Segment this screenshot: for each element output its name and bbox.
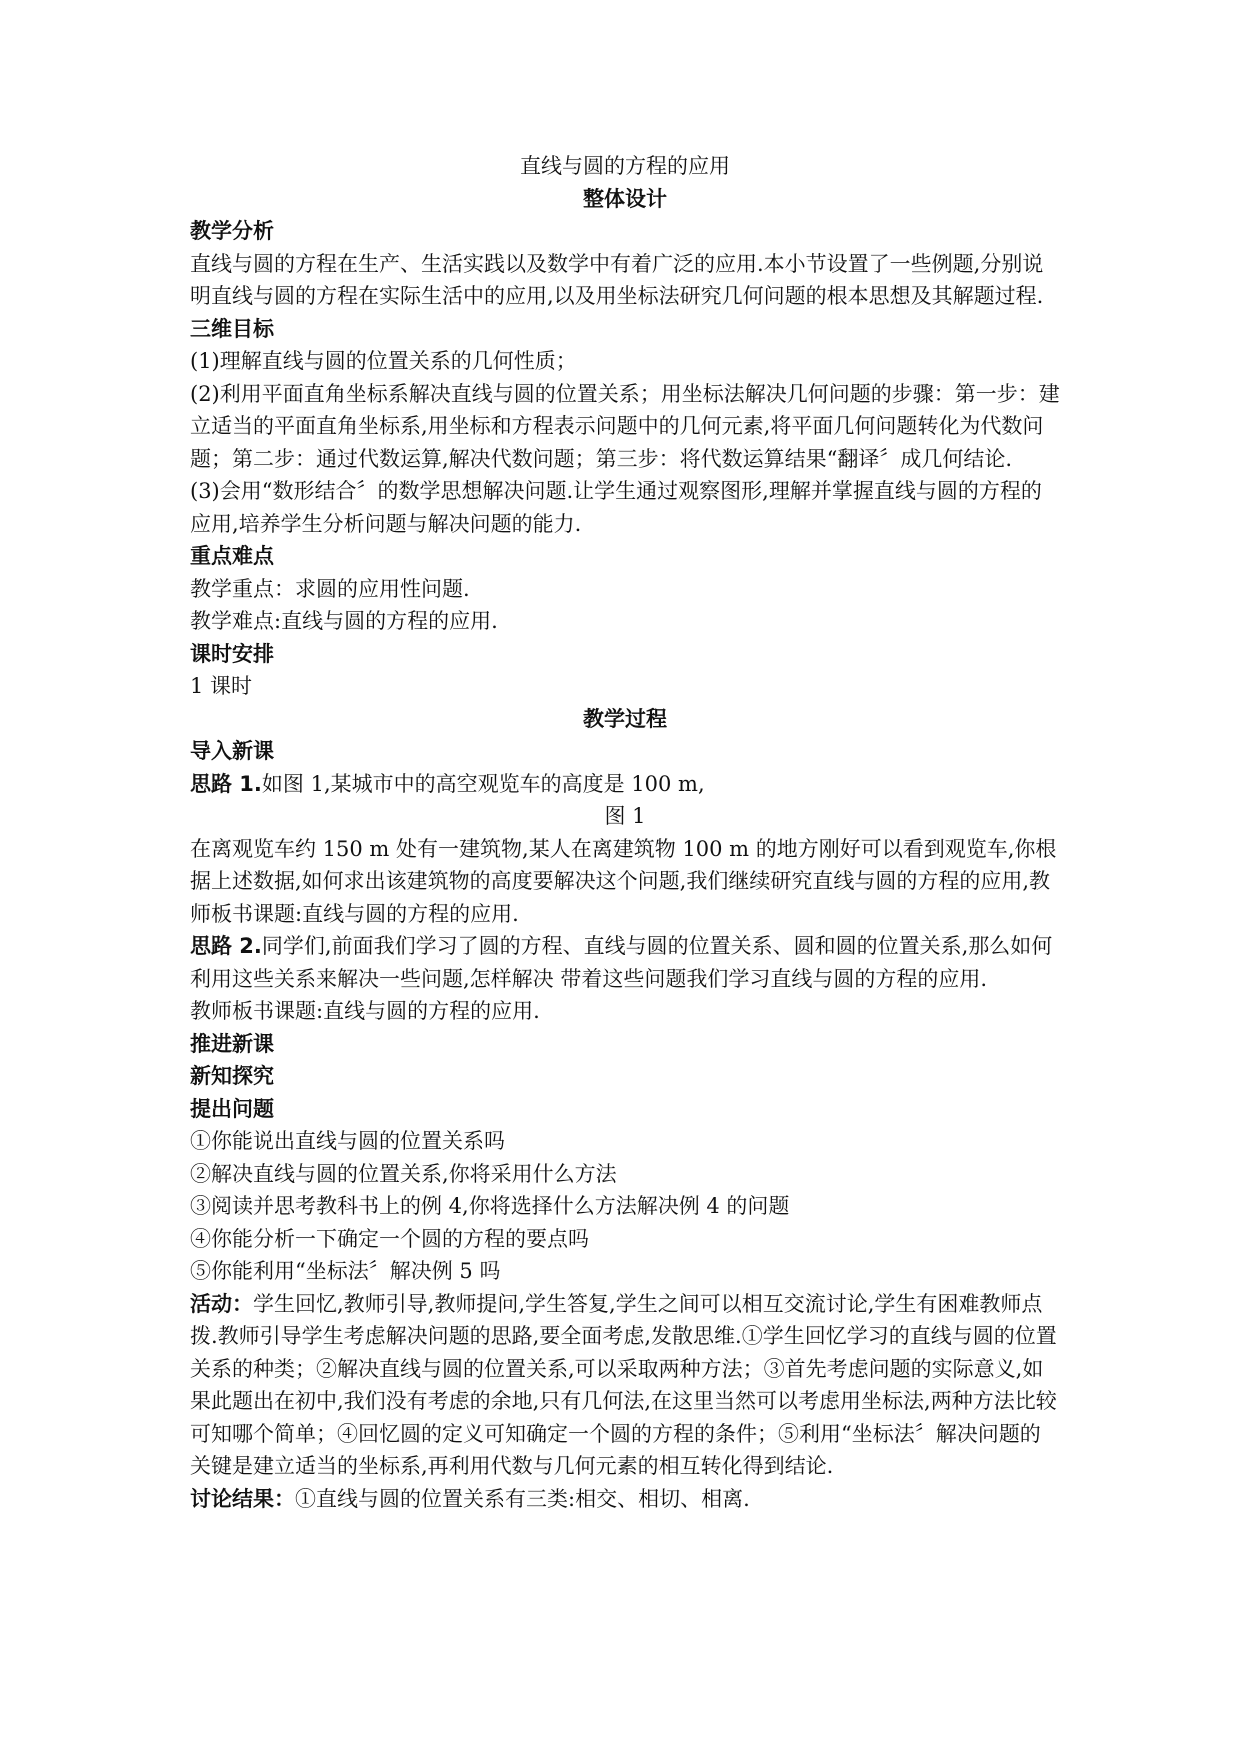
paragraph-analysis: 直线与圆的方程在生产、生活实践以及数学中有着广泛的应用.本小节设置了一些例题,分别说明直线与圆的方程在实际生活中的应用,以及用坐标法研究几何问题的根本思想及其解题过程. [190,251,1044,308]
result-label: 讨论结果： [190,1486,295,1511]
document-title: 直线与圆的方程的应用 [520,154,730,178]
activity-label: 活动： [190,1291,253,1316]
paragraph-activity [190,1288,1060,1483]
paragraph-key-2: 教学难点:直线与圆的方程的应用. [190,609,498,633]
question-5: ⑤你能利用“坐标法〞解决例 5 吗 [190,1259,501,1283]
paragraph-result [190,1483,1060,1516]
heading-explore: 新知探究 [190,1064,274,1088]
paragraph-goal-3: (3)会用“数形结合〞的数学思想解决问题.让学生通过观察图形,理解并掌握直线与圆的方程的应用,培养学生分析问题与解决问题的能力. [190,479,1042,536]
result-text: ①直线与圆的位置关系有三类:相交、相切、相离. [295,1486,750,1511]
paragraph-schedule: 1 课时 [190,674,253,698]
paragraph-goal-2: (2)利用平面直角坐标系解决直线与圆的位置关系；用坐标法解决几何问题的步骤：第一步：建立适当的平面直角坐标系,用坐标和方程表示问题中的几何元素,将平面几何问题转化为代数问题；第二步：通过代数运算,解决代数问题；第三步：将代数运算结果“翻译〞成几何结论. [190,381,1060,471]
paragraph-key-1: 教学重点：求圆的应用性问题. [190,576,470,601]
heading-goals: 三维目标 [190,316,274,341]
paragraph-idea-2 [190,930,1060,995]
heading-questions: 提出问题 [190,1096,274,1121]
question-3: ③阅读并思考教科书上的例 4,你将选择什么方法解决例 4 的问题 [190,1194,790,1218]
paragraph-idea-1 [190,768,1060,801]
idea-1-label: 思路 1. [190,771,262,796]
heading-intro: 导入新课 [190,739,274,763]
section-heading-overall: 整体设计 [583,186,667,211]
activity-text: 学生回忆,教师引导,教师提问,学生答复,学生之间可以相互交流讨论,学生有困难教师点拨.教师引导学生考虑解决问题的思路,要全面考虑,发散思维.①学生回忆学习的直线与圆的位置关系的种类；②解决直线与圆的位置关系,可以采取两种方法；③首先考虑问题的实际意义,如果此题出在初中,我们没有考虑的余地,只有几何法,在这里当然可以考虑用坐标法,两种方法比较可知哪个简单；④回忆圆的定义可知确定一个圆的方程的条件；⑤利用“坐标法〞解决问题的关键是建立适当的坐标系,再利用代数与几何元素的相互转化得到结论. [190,1291,1057,1478]
heading-schedule: 课时安排 [190,641,274,666]
idea-1-text: 如图 1,某城市中的高空观览车的高度是 100 m, [261,771,705,796]
heading-analysis: 教学分析 [190,219,274,243]
idea-2-text: 同学们,前面我们学习了圆的方程、直线与圆的位置关系、圆和圆的位置关系,那么如何利用这些关系来解决一些问题,怎样解决 带着这些问题我们学习直线与圆的方程的应用. [190,934,1053,991]
paragraph-idea-1-continued: 在离观览车约 150 m 处有一建筑物,某人在离建筑物 100 m 的地方刚好可以看到观览车,你根据上述数据,如何求出该建筑物的高度要解决这个问题,我们继续研究直线与圆的方程的应用,教师板书课题:直线与圆的方程的应用. [190,836,1057,926]
paragraph-idea-2-continued: 教师板书课题:直线与圆的方程的应用. [190,999,540,1023]
figure-caption: 图 1 [604,804,646,828]
question-1: ①你能说出直线与圆的位置关系吗 [190,1129,505,1153]
heading-key-points: 重点难点 [190,544,274,568]
idea-2-label: 思路 2. [190,934,262,958]
heading-advance: 推进新课 [190,1031,274,1056]
section-heading-process: 教学过程 [583,706,667,731]
question-4: ④你能分析一下确定一个圆的方程的要点吗 [190,1226,589,1251]
document-body [190,150,1060,1515]
paragraph-goal-1: (1)理解直线与圆的位置关系的几何性质； [190,349,577,373]
question-2: ②解决直线与圆的位置关系,你将采用什么方法 [190,1161,617,1186]
